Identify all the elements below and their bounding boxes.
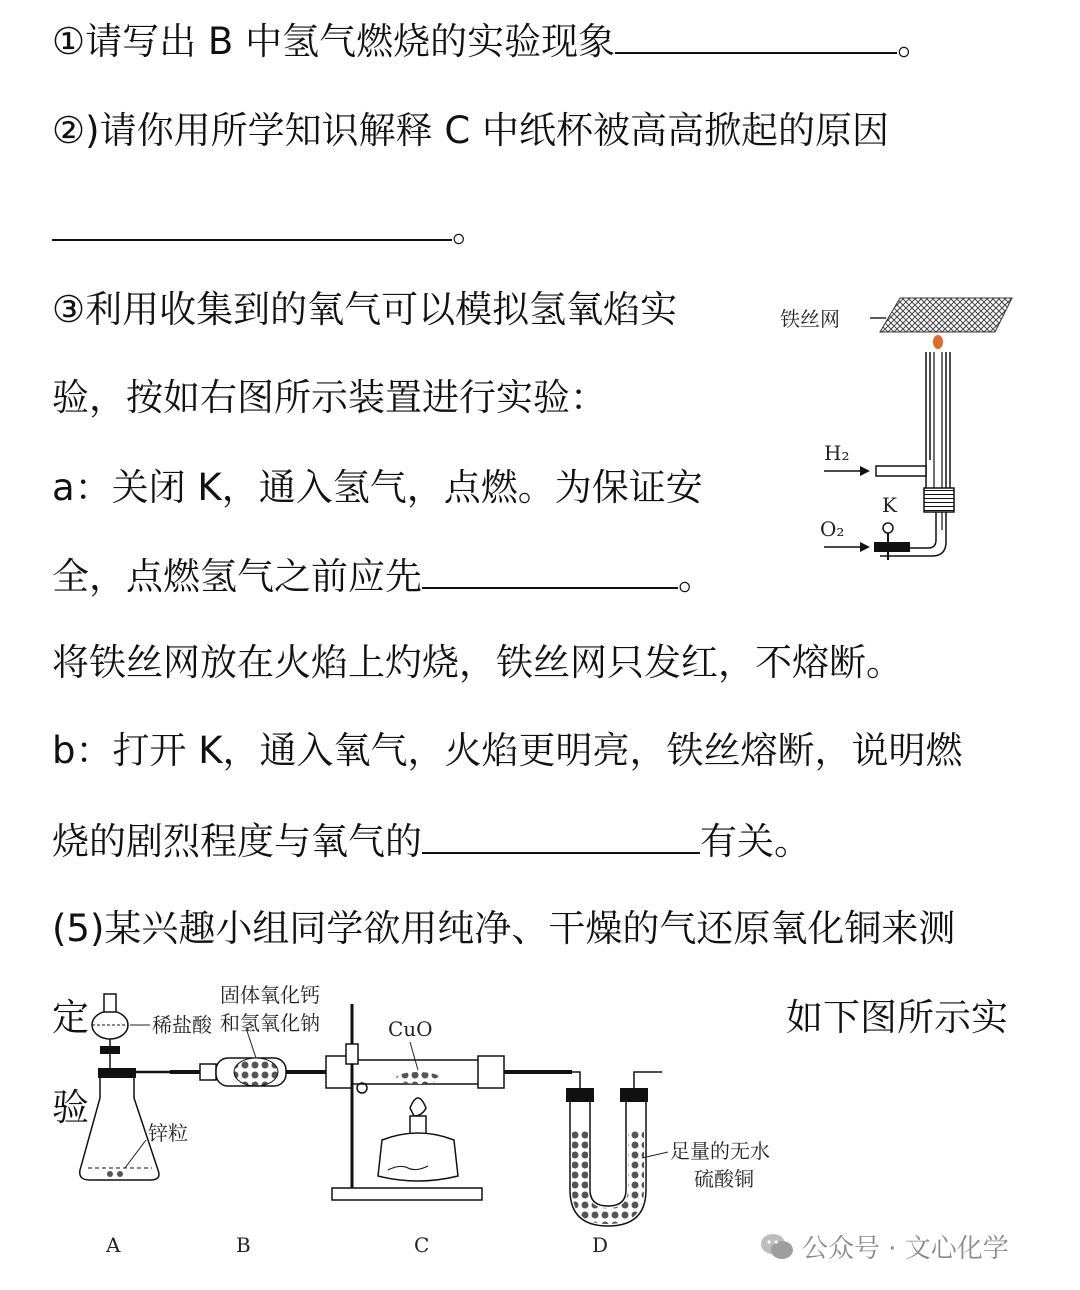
apparatus-b	[200, 983, 320, 1257]
q1-line	[52, 18, 934, 65]
q3-line4-text: 全，点燃氢气之前应先	[52, 555, 422, 598]
q5-line2-right: 如下图所示实	[786, 996, 1008, 1039]
apparatus-a	[80, 994, 213, 1257]
q3-line5: 将铁丝网放在火焰上灼烧，铁丝网只发红，不熔断。	[52, 641, 903, 684]
iron-stand-base	[332, 1188, 482, 1200]
h2-label: H₂	[824, 441, 850, 465]
cuo-reduction-apparatus-figure	[70, 980, 790, 1270]
q3-line7	[52, 818, 811, 865]
cuso4-label-2: 硫酸铜	[694, 1167, 754, 1191]
q5-line1: (5)某兴趣小组同学欲用纯净、干燥的气还原氧化铜来测	[52, 907, 956, 950]
q3-a-answer-blank[interactable]	[422, 553, 678, 589]
apparatus-d	[566, 1072, 770, 1257]
flame-icon	[410, 1098, 426, 1116]
label-a: A	[106, 1233, 121, 1257]
rubber-joint	[924, 488, 954, 512]
cuo-powder	[396, 1072, 440, 1084]
apparatus-c	[326, 1004, 504, 1257]
q3-line4-end: 。	[678, 555, 715, 598]
q2-answer-line	[52, 205, 489, 252]
zinc-label: 锌粒	[148, 1121, 188, 1145]
q2-answer-blank[interactable]	[52, 205, 452, 241]
q3-line4	[52, 553, 715, 600]
label-b: B	[236, 1233, 251, 1257]
acid-label: 稀盐酸	[152, 1013, 212, 1037]
cuso4-label-1: 足量的无水	[670, 1139, 770, 1163]
wire-mesh	[880, 298, 1012, 332]
o2-label: O₂	[820, 517, 845, 541]
q2-line	[52, 108, 889, 154]
alcohol-lamp	[378, 1133, 458, 1181]
cuo-label: CuO	[388, 1017, 433, 1041]
q3-line7-text: 烧的剧烈程度与氧气的	[52, 820, 422, 863]
oxyhydrogen-apparatus-figure	[780, 290, 1020, 570]
wechat-icon	[760, 1232, 794, 1262]
desiccant-label-1: 固体氧化钙	[220, 983, 320, 1007]
q5-line3-left: 验	[52, 1086, 89, 1129]
watermark	[760, 1228, 1009, 1265]
desiccant-granules	[234, 1058, 278, 1086]
q3-line7-end: 有关。	[700, 820, 811, 863]
q1-answer-blank[interactable]	[615, 18, 897, 54]
q1-end: 。	[897, 20, 935, 63]
q2-text: ②)请你用所学知识解释 C 中纸杯被高高掀起的原因	[52, 109, 889, 152]
q5-line2-left: 定	[52, 996, 89, 1039]
q3-line6: b：打开 K，通入氧气，火焰更明亮，铁丝熔断，说明燃	[52, 729, 963, 772]
valve-k	[883, 523, 893, 533]
flame-icon	[933, 335, 943, 349]
desiccant-label-2: 和氢氧化钠	[220, 1011, 320, 1035]
q3-b-answer-blank[interactable]	[422, 818, 700, 854]
q1-text: ①请写出 B 中氢气燃烧的实验现象	[52, 20, 616, 63]
label-c: C	[414, 1233, 430, 1257]
q3-line2: 验，按如右图所示装置进行实验：	[52, 376, 607, 419]
q3-line1: ③利用收集到的氧气可以模拟氢氧焰实	[52, 288, 678, 331]
q2-end: 。	[452, 207, 489, 250]
label-d: D	[592, 1233, 609, 1257]
watermark-text: 公众号 · 文心化学	[802, 1234, 1009, 1264]
q3-line3: a：关闭 K，通入氢气，点燃。为保证安	[52, 466, 703, 509]
mesh-label: 铁丝网	[780, 307, 840, 331]
anhydrous-cuso4	[572, 1130, 644, 1224]
valve-k-label: K	[882, 493, 897, 517]
o2-clamp	[874, 542, 910, 552]
